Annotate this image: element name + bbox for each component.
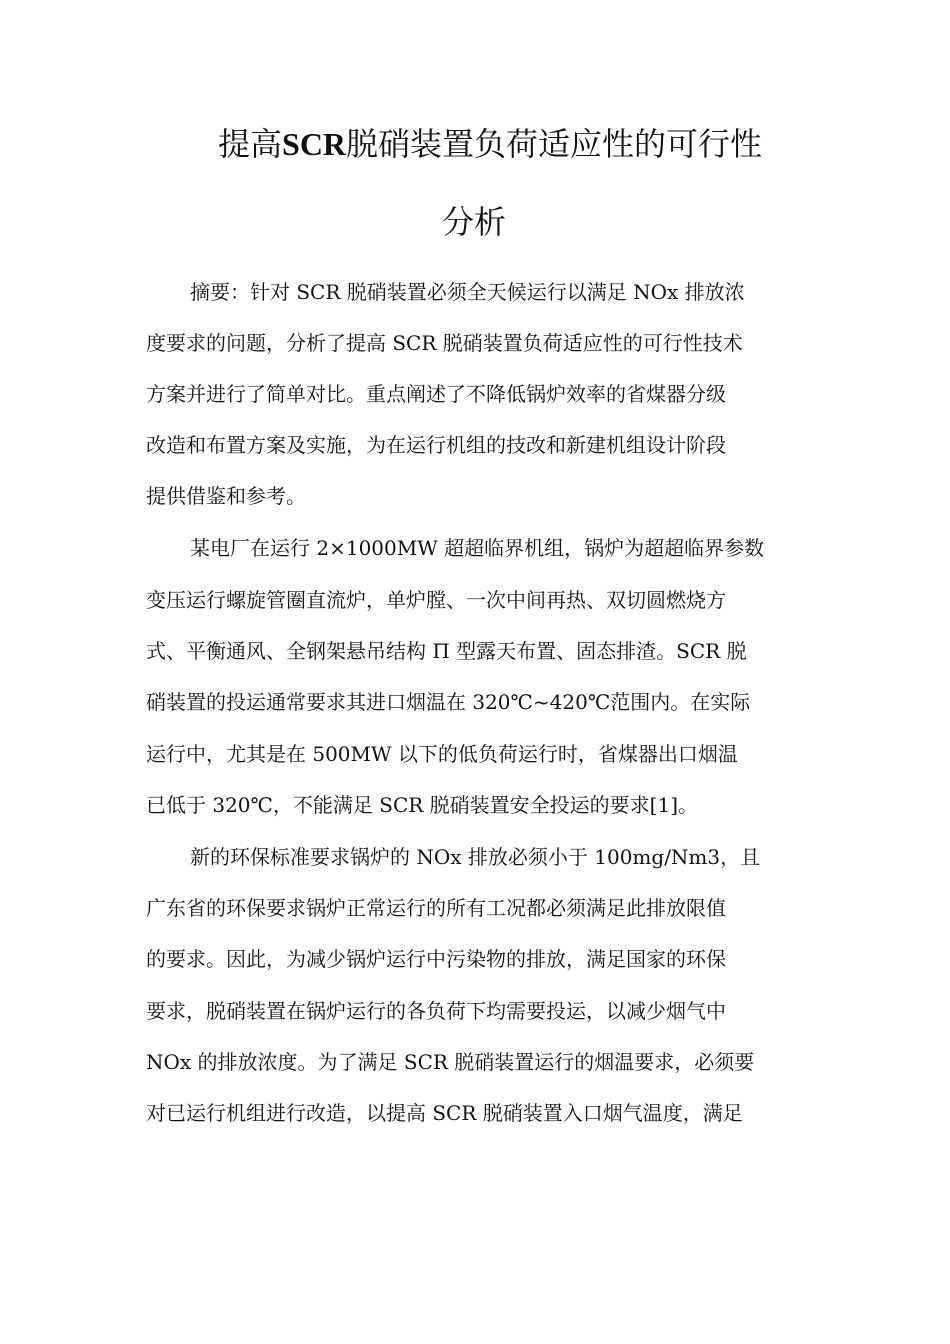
document-title-line-1: [218, 124, 762, 164]
document-title-line-2: 分析: [442, 203, 507, 241]
paragraph-3-line-4: 要求，脱硝装置在锅炉运行的各负荷下均需要投运，以减少烟气中: [146, 999, 726, 1023]
paragraph-2-line-2: 变压运行螺旋管圈直流炉，单炉膛、一次中间再热、双切圆燃烧方: [146, 588, 726, 612]
paragraph-3-line-5: NOx 的排放浓度。为了满足 SCR 脱硝装置运行的烟温要求，必须要: [146, 1050, 755, 1074]
title-suffix: 脱硝装置负荷适应性的可行性: [346, 125, 763, 163]
paragraph-3-line-3: 的要求。因此，为减少锅炉运行中污染物的排放，满足国家的环保: [146, 947, 726, 971]
paragraph-2-line-6: 已低于 320℃，不能满足 SCR 脱硝装置安全投运的要求[1]。: [146, 793, 699, 817]
paragraph-1-line-3: 方案并进行了简单对比。重点阐述了不降低锅炉效率的省煤器分级: [146, 382, 726, 406]
paragraph-1-line-1: 摘要：针对 SCR 脱硝装置必须全天候运行以满足 NOx 排放浓: [190, 280, 745, 304]
title-bold-acronym: SCR: [282, 126, 347, 162]
paragraph-1-line-4: 改造和布置方案及实施，为在运行机组的技改和新建机组设计阶段: [146, 433, 726, 457]
paragraph-1-line-2: 度要求的问题，分析了提高 SCR 脱硝装置负荷适应性的可行性技术: [146, 331, 743, 355]
title-prefix: 提高: [218, 125, 283, 163]
paragraph-3-line-6: 对已运行机组进行改造，以提高 SCR 脱硝装置入口烟气温度，满足: [146, 1101, 743, 1125]
paragraph-3-line-2: 广东省的环保要求锅炉正常运行的所有工况都必须满足此排放限值: [146, 896, 726, 920]
paragraph-2-line-5: 运行中，尤其是在 500MW 以下的低负荷运行时，省煤器出口烟温: [146, 742, 738, 766]
paragraph-1-line-5: 提供借鉴和参考。: [146, 484, 306, 508]
paragraph-2-line-3: 式、平衡通风、全钢架悬吊结构 Π 型露天布置、固态排渣。SCR 脱: [146, 639, 747, 663]
paragraph-2-line-4: 硝装置的投运通常要求其进口烟温在 320℃~420℃范围内。在实际: [146, 690, 751, 714]
paragraph-2-line-1: 某电厂在运行 2×1000MW 超超临界机组，锅炉为超超临界参数: [190, 536, 765, 560]
paragraph-3-line-1: 新的环保标准要求锅炉的 NOx 排放必须小于 100mg/Nm3，且: [190, 845, 761, 869]
